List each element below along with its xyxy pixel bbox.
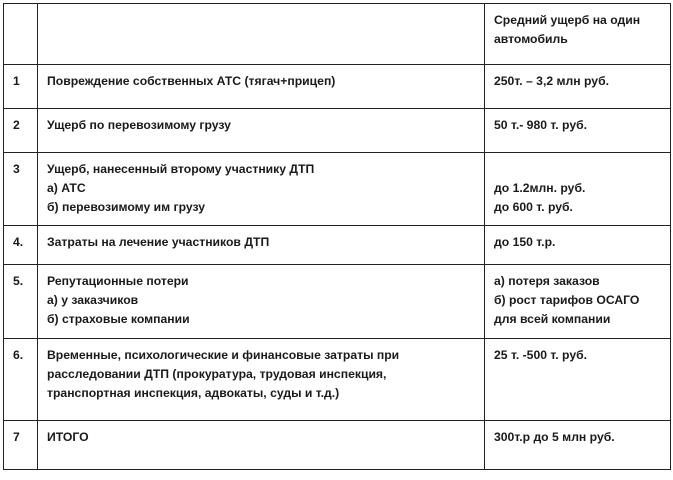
row-description: ИТОГО <box>38 421 485 470</box>
row-number: 7 <box>4 421 38 470</box>
header-value-cell: Средний ущерб на один автомобиль <box>485 4 671 65</box>
row-value: до 1.2млн. руб. до 600 т. руб. <box>485 153 671 226</box>
damage-table <box>3 3 671 470</box>
row-number: 2 <box>4 109 38 153</box>
row-description: Ущерб по перевозимому грузу <box>38 109 485 153</box>
row-number: 1 <box>4 65 38 109</box>
table-row <box>4 339 671 421</box>
row-value: 250т. – 3,2 млн руб. <box>485 65 671 109</box>
row-value: до 150 т.р. <box>485 226 671 265</box>
table-row <box>4 421 671 470</box>
row-description: Ущерб, нанесенный второму участнику ДТП а) АТС б) перевозимому им грузу <box>38 153 485 226</box>
row-value: а) потеря заказов б) рост тарифов ОСАГО для всей компании <box>485 265 671 339</box>
row-description: Затраты на лечение участников ДТП <box>38 226 485 265</box>
table-row <box>4 153 671 226</box>
row-description: Повреждение собственных АТС (тягач+прицеп) <box>38 65 485 109</box>
table-row <box>4 226 671 265</box>
row-value: 300т.р до 5 млн руб. <box>485 421 671 470</box>
row-description: Репутационные потери а) у заказчиков б) страховые компании <box>38 265 485 339</box>
table-row <box>4 265 671 339</box>
header-description-cell <box>38 4 485 65</box>
row-value: 50 т.- 980 т. руб. <box>485 109 671 153</box>
row-value: 25 т. -500 т. руб. <box>485 339 671 421</box>
row-number: 5. <box>4 265 38 339</box>
table-row <box>4 109 671 153</box>
row-number: 6. <box>4 339 38 421</box>
header-num-cell <box>4 4 38 65</box>
row-description: Временные, психологические и финансовые затраты при расследовании ДТП (прокуратура, трудовая инспекция, транспортная инспекция, адвокаты, суды и т.д.) <box>38 339 485 421</box>
table-row <box>4 65 671 109</box>
row-number: 4. <box>4 226 38 265</box>
table-header-row <box>4 4 671 65</box>
row-number: 3 <box>4 153 38 226</box>
